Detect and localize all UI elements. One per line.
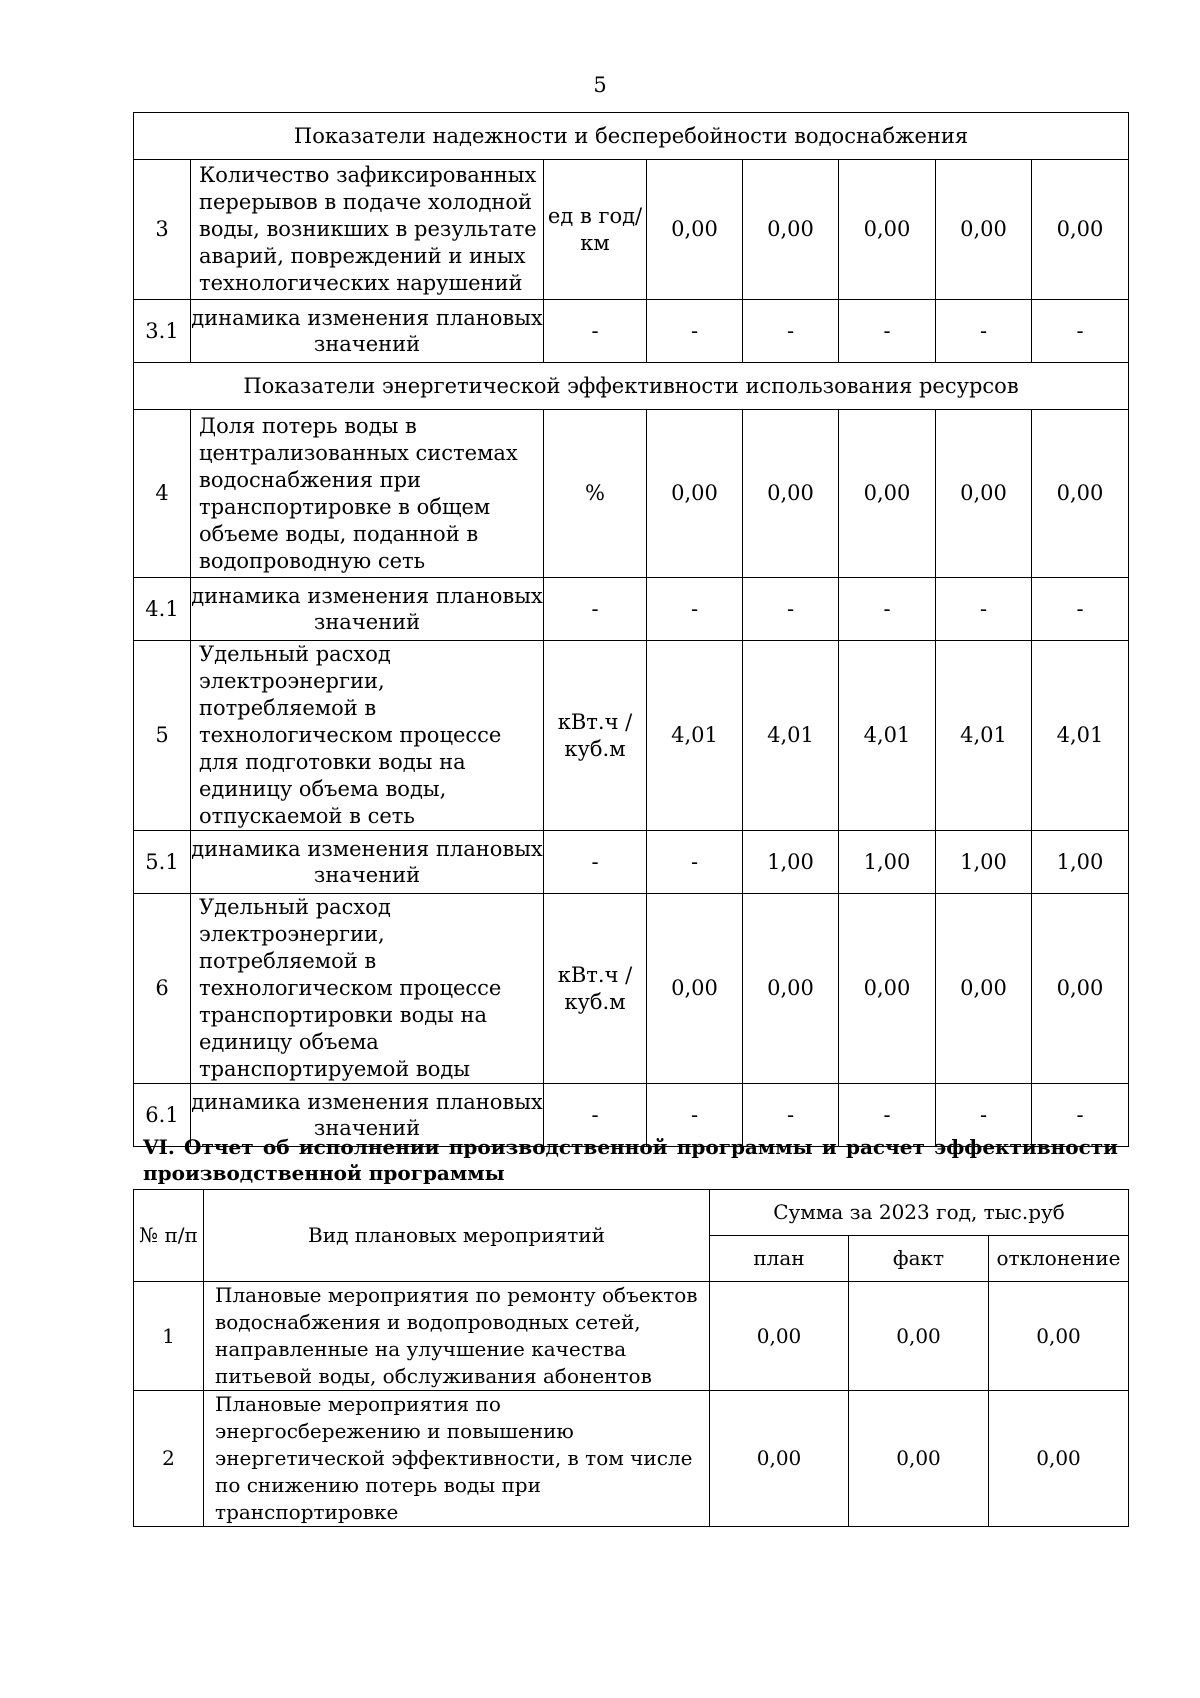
value-cell: - (1032, 578, 1129, 641)
row-number: 2 (134, 1391, 204, 1527)
value-cell: - (936, 578, 1032, 641)
value-cell: 0,00 (647, 160, 743, 300)
indicator-name: динамика изменения плановых значений (191, 578, 544, 641)
header-number: № п/п (134, 1190, 204, 1282)
row-number: 6 (134, 894, 191, 1084)
table-row (134, 578, 1129, 641)
row-number: 1 (134, 1282, 204, 1391)
value-cell: 0,00 (743, 894, 839, 1084)
section-title-reliability: Показатели надежности и бесперебойности водоснабжения (134, 113, 1129, 160)
table-row (134, 410, 1129, 578)
header-row (134, 1190, 1129, 1236)
deviation-value: 0,00 (989, 1391, 1129, 1527)
row-number: 3.1 (134, 300, 191, 363)
plan-value: 0,00 (710, 1391, 849, 1527)
fact-value: 0,00 (849, 1282, 989, 1391)
table-row (134, 894, 1129, 1084)
unit-cell: кВт.ч / куб.м (544, 641, 647, 831)
section-heading: VI. Отчет об исполнении производственной программы и расчет эффективности производственной программы (143, 1135, 1118, 1185)
value-cell: 0,00 (1032, 894, 1129, 1084)
value-cell: - (936, 1084, 1032, 1147)
deviation-value: 0,00 (989, 1282, 1129, 1391)
value-cell: - (839, 300, 936, 363)
value-cell: - (647, 831, 743, 894)
value-cell: - (743, 578, 839, 641)
value-cell: 1,00 (839, 831, 936, 894)
row-number: 3 (134, 160, 191, 300)
value-cell: 0,00 (647, 894, 743, 1084)
header-fact: факт (849, 1236, 989, 1282)
table-row (134, 831, 1129, 894)
indicators-table (133, 112, 1129, 1147)
value-cell: 4,01 (743, 641, 839, 831)
value-cell: 1,00 (743, 831, 839, 894)
unit-cell: - (544, 578, 647, 641)
unit-cell: - (544, 300, 647, 363)
value-cell: 1,00 (1032, 831, 1129, 894)
section-title-energy: Показатели энергетической эффективности использования ресурсов (134, 363, 1129, 410)
row-number: 5.1 (134, 831, 191, 894)
value-cell: - (647, 300, 743, 363)
indicator-name: Количество зафиксированных перерывов в подаче холодной воды, возникших в результате аварий, повреждений и иных технологических нарушений (191, 160, 544, 300)
activity-name: Плановые мероприятия по энергосбережению и повышению энергетической эффективности, в том числе по снижению потерь воды при транспортировке (204, 1391, 710, 1527)
header-plan: план (710, 1236, 849, 1282)
value-cell: - (743, 300, 839, 363)
row-number: 4 (134, 410, 191, 578)
table-row (134, 160, 1129, 300)
row-number: 5 (134, 641, 191, 831)
unit-cell: - (544, 1084, 647, 1147)
value-cell: 4,01 (839, 641, 936, 831)
value-cell: 0,00 (839, 160, 936, 300)
header-sum: Сумма за 2023 год, тыс.руб (710, 1190, 1129, 1236)
value-cell: 0,00 (936, 410, 1032, 578)
indicator-name: динамика изменения плановых значений (191, 831, 544, 894)
table-row (134, 300, 1129, 363)
indicator-name: Доля потерь воды в централизованных системах водоснабжения при транспортировке в общем объеме воды, поданной в водопроводную сеть (191, 410, 544, 578)
value-cell: 0,00 (839, 410, 936, 578)
value-cell: - (839, 578, 936, 641)
unit-cell: кВт.ч / куб.м (544, 894, 647, 1084)
row-number: 6.1 (134, 1084, 191, 1147)
fact-value: 0,00 (849, 1391, 989, 1527)
value-cell: - (936, 300, 1032, 363)
value-cell: 0,00 (839, 894, 936, 1084)
indicator-name: динамика изменения плановых значений (191, 1084, 544, 1147)
plan-value: 0,00 (710, 1282, 849, 1391)
value-cell: 0,00 (743, 410, 839, 578)
program-execution-table (133, 1189, 1129, 1527)
unit-cell: % (544, 410, 647, 578)
value-cell: 4,01 (647, 641, 743, 831)
value-cell: - (839, 1084, 936, 1147)
page-number: 5 (593, 73, 607, 97)
value-cell: - (1032, 300, 1129, 363)
row-number: 4.1 (134, 578, 191, 641)
value-cell: 0,00 (936, 160, 1032, 300)
value-cell: 1,00 (936, 831, 1032, 894)
section-header-row (134, 113, 1129, 160)
value-cell: 0,00 (743, 160, 839, 300)
table-row (134, 641, 1129, 831)
table-row (134, 1391, 1129, 1527)
value-cell: - (647, 1084, 743, 1147)
value-cell: 0,00 (1032, 410, 1129, 578)
value-cell: - (743, 1084, 839, 1147)
value-cell: - (647, 578, 743, 641)
value-cell: 0,00 (936, 894, 1032, 1084)
unit-cell: ед в год/ км (544, 160, 647, 300)
indicator-name: Удельный расход электроэнергии, потребляемой в технологическом процессе для подготовки воды на единицу объема воды, отпускаемой в сеть (191, 641, 544, 831)
section-header-row (134, 363, 1129, 410)
value-cell: - (1032, 1084, 1129, 1147)
header-activity: Вид плановых мероприятий (204, 1190, 710, 1282)
value-cell: 4,01 (1032, 641, 1129, 831)
value-cell: 0,00 (647, 410, 743, 578)
activity-name: Плановые мероприятия по ремонту объектов водоснабжения и водопроводных сетей, направленные на улучшение качества питьевой воды, обслуживания абонентов (204, 1282, 710, 1391)
indicator-name: Удельный расход электроэнергии, потребляемой в технологическом процессе транспортировки воды на единицу объема транспортируемой воды (191, 894, 544, 1084)
header-deviation: отклонение (989, 1236, 1129, 1282)
value-cell: 4,01 (936, 641, 1032, 831)
indicator-name: динамика изменения плановых значений (191, 300, 544, 363)
value-cell: 0,00 (1032, 160, 1129, 300)
unit-cell: - (544, 831, 647, 894)
table-row (134, 1282, 1129, 1391)
